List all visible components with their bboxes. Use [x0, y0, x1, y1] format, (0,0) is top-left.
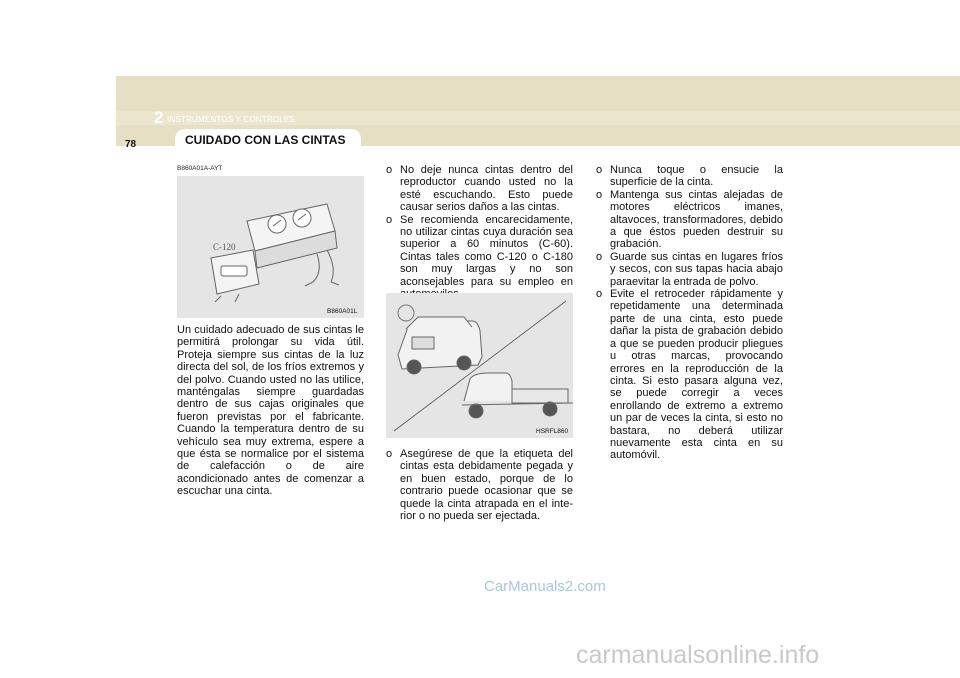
bullet-list-top	[386, 164, 573, 300]
bullet-list-right	[596, 164, 783, 462]
watermark-center: CarManuals2.com	[484, 578, 606, 595]
body-paragraph: Un cuidado adecuado de sus cintas le permitirá prolongar su vida útil. Proteja siempre sus cintas de la luz directa del sol, de los fríos extremos y del polvo. Cuando usted no las utilice, manténgalas siempre guardadas dentro de sus cajas originales que fueron previstas por el fabricante. Cuando la temperatura dentro de su vehículo sea muy extrema, espere a que ésta se normalice por el sistema de calefacción o de aire acondicionado antes de comenzar a escuchar una cinta.	[177, 324, 364, 498]
bullet-item	[596, 164, 783, 189]
bullet-item	[596, 251, 783, 288]
figure-code-vehicles: HSRFL860	[536, 428, 569, 435]
tape-label: C-120	[213, 242, 236, 252]
bullet-text: No deje nunca cintas dentro del reproductor cuando usted no la esté escuchando. Esto puede causar serios daños a las cintas.	[400, 164, 573, 214]
bullet-list-bottom	[386, 448, 573, 522]
bullet-text: Nunca toque o ensucie la superficie de la cinta.	[610, 164, 783, 189]
bullet-item	[596, 288, 783, 462]
watermark-footer: carmanualsonline.info	[576, 641, 820, 669]
section-title: CUIDADO CON LAS CINTAS	[185, 133, 346, 147]
page-number: 78	[125, 139, 137, 150]
bullet-item	[386, 164, 573, 214]
bullet-item	[386, 214, 573, 301]
chapter-title: INSTRUMENTOS Y CONTROLES	[167, 115, 295, 124]
cassette-illustration	[177, 176, 364, 318]
bullet-marker: o	[386, 213, 393, 226]
bullet-marker: o	[596, 250, 603, 263]
bullet-text: Evite el retroceder rápidamente y repetidamente una determinada parte de una cinta, esto puede dañar la pista de grabación debido a que se pueden producir pliegues u otras marcas, provocando errores en la reproducción de la cinta. Si esto pasara alguna vez, se puede corregir a veces enrollando de extremo a extremo un par de veces la cinta, si esto no bastara, no deberá utilizar nuevamente esta cinta en su automóvil.	[610, 288, 783, 462]
vehicles-drawing	[386, 293, 573, 438]
bullet-text: Guarde sus cintas en lugares fríos y secos, con sus tapas hacia abajo paraevitar la entrada de polvo.	[610, 250, 783, 288]
cassette-drawing	[177, 176, 364, 318]
bullet-marker: o	[596, 164, 603, 176]
bullet-marker: o	[596, 188, 603, 201]
bullet-text: Mantenga sus cintas alejadas de motores eléctricos imanes, altavoces, transformadores, debido a que éstos pueden destruir su grabación.	[610, 188, 783, 251]
bullet-marker: o	[386, 448, 393, 460]
bullet-marker: o	[386, 164, 393, 176]
chapter-number: 2	[154, 108, 164, 127]
bullet-item	[386, 448, 573, 522]
section-code: B860A01A-AYT	[177, 165, 223, 172]
bullet-marker: o	[596, 288, 603, 301]
bullet-text: Asegúrese de que la etiqueta del cintas esta debidamente pegada y en buen estado, porque de lo contrario puede ocasionar que se quede la cinta atrapada en el inte-rior o no pueda ser ejectada.	[400, 448, 573, 523]
bullet-text: Se recomienda encarecidamente, no utilizar cintas cuya duración sea superior a 60 minutos (C-60). Cintas tales como C-120 o C-180 son muy largas y no son aconsejables para su empleo en	[400, 213, 573, 288]
figure-code: B860A01L	[327, 308, 358, 315]
vehicles-illustration	[386, 293, 573, 438]
bullet-item	[596, 189, 783, 251]
